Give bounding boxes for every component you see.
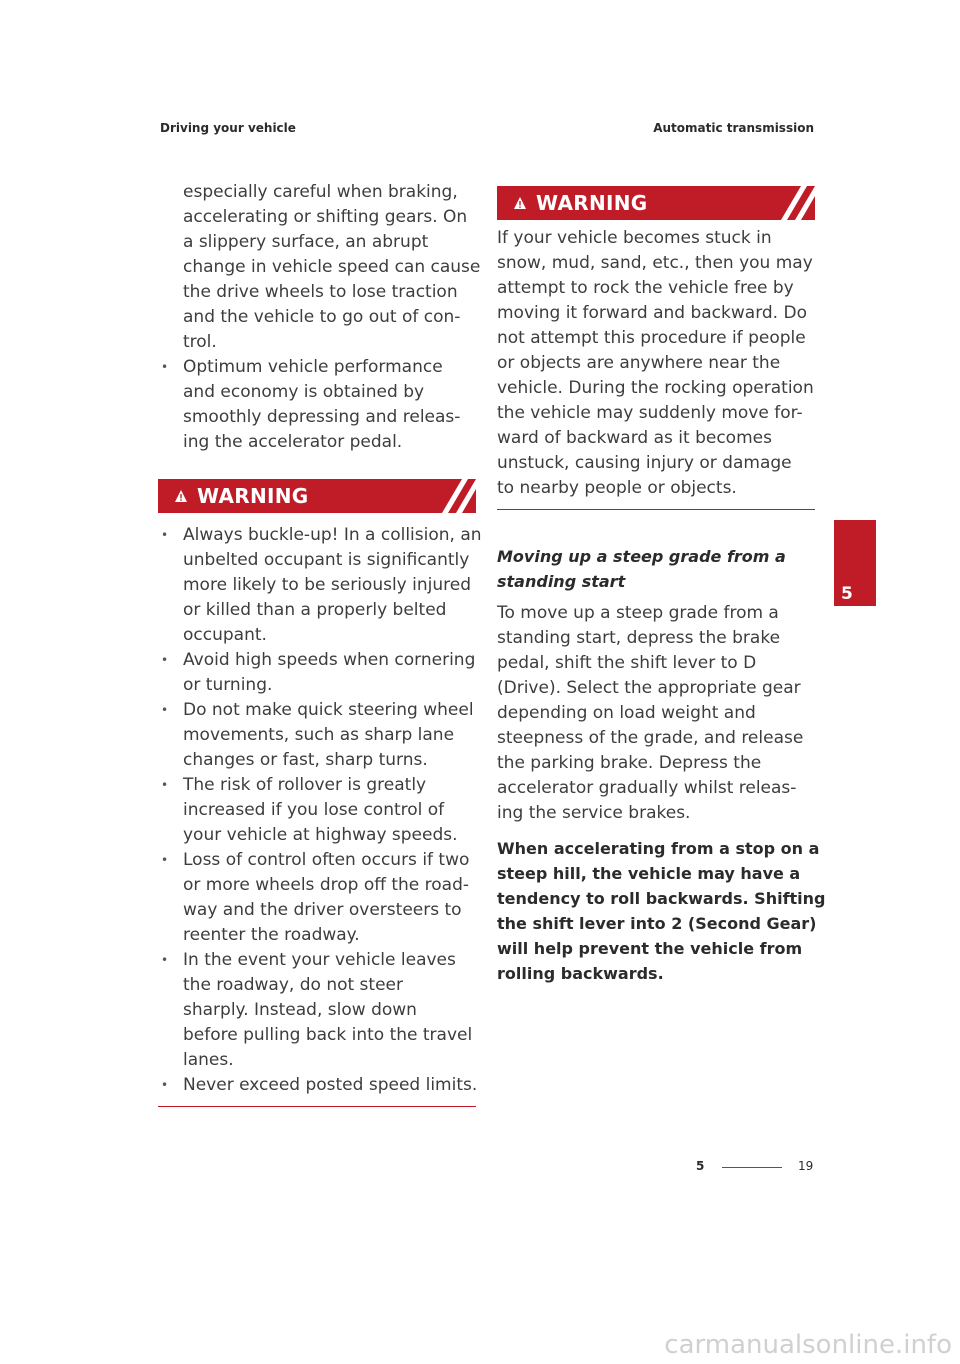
text-line: or turning.: [183, 675, 273, 695]
text-line: or killed than a properly belted: [183, 600, 447, 620]
text-line: your vehicle at highway speeds.: [183, 825, 458, 845]
text-line: moving it forward and backward. Do: [497, 303, 807, 323]
header-chapter-title: Automatic transmission: [653, 121, 814, 135]
text-line: or objects are anywhere near the: [497, 353, 781, 373]
section-subheading: [497, 544, 815, 594]
text-line: occupant.: [183, 625, 267, 645]
text-line: will help prevent the vehicle from: [497, 939, 803, 958]
text-line: and economy is obtained by: [183, 382, 425, 402]
subheading-line: standing start: [497, 572, 626, 591]
text-line: steep hill, the vehicle may have a: [497, 864, 801, 883]
warning-end-rule: [158, 1106, 476, 1107]
text-line: • Never exceed posted speed limits.: [158, 1073, 476, 1098]
text-line: attempt to rock the vehicle free by: [497, 278, 794, 298]
text-line: To move up a steep grade from a: [497, 603, 779, 623]
footer-section-number: 5: [696, 1159, 705, 1173]
text-line: • Loss of control often occurs if two: [158, 848, 476, 873]
warning-triangle-icon: [513, 196, 527, 210]
text-line: (Drive). Select the appropriate gear: [497, 678, 801, 698]
text-line: ward of backward as it becomes: [497, 428, 772, 448]
watermark-text: carmanualsonline.info: [664, 1330, 952, 1360]
text-line: • Always buckle-up! In a collision, an: [158, 523, 476, 548]
bold-note: [497, 836, 826, 986]
text-line: pedal, shift the shift lever to D: [497, 653, 757, 673]
body-paragraph: [497, 601, 815, 826]
text-line: the shift lever into 2 (Second Gear): [497, 914, 817, 933]
text-line: accelerating or shifting gears. On: [183, 207, 468, 227]
text-line: sharply. Instead, slow down: [183, 1000, 417, 1020]
text-line: the drive wheels to lose traction: [183, 282, 458, 302]
text-line: ing the service brakes.: [497, 803, 691, 823]
header-section-title: Driving your vehicle: [160, 121, 296, 135]
text-line: snow, mud, sand, etc., then you may: [497, 253, 813, 273]
text-line: unbelted occupant is significantly: [183, 550, 470, 570]
text-line: • In the event your vehicle leaves: [158, 948, 476, 973]
warning-triangle-icon: [174, 489, 188, 503]
subheading-line: Moving up a steep grade from a: [497, 547, 786, 566]
text-line: accelerator gradually whilst releas-: [497, 778, 797, 798]
text-line: especially careful when braking,: [183, 182, 458, 202]
intro-paragraph: [158, 180, 481, 355]
text-line: and the vehicle to go out of con-: [183, 307, 461, 327]
right-column: [497, 180, 826, 986]
warning-slash-decoration: [434, 479, 476, 513]
text-line: the parking brake. Depress the: [497, 753, 762, 773]
text-line: the vehicle may suddenly move for-: [497, 403, 803, 423]
text-line: steepness of the grade, and release: [497, 728, 804, 748]
warning-bullet-list: [158, 523, 482, 1098]
footer-page-number: 19: [798, 1159, 814, 1173]
text-line: If your vehicle becomes stuck in: [497, 228, 772, 248]
text-line: movements, such as sharp lane: [183, 725, 455, 745]
text-line: • Do not make quick steering wheel: [158, 698, 476, 723]
text-line: rolling backwards.: [497, 964, 664, 983]
text-line: not attempt this procedure if people: [497, 328, 806, 348]
text-line: trol.: [183, 332, 217, 352]
footer-divider: [722, 1167, 782, 1168]
warning-title: WARNING: [197, 484, 309, 508]
text-line: a slippery surface, an abrupt: [183, 232, 429, 252]
text-line: • The risk of rollover is greatly: [158, 773, 476, 798]
text-line: reenter the roadway.: [183, 925, 360, 945]
warning-banner: [158, 479, 476, 513]
text-line: • Avoid high speeds when cornering: [158, 648, 476, 673]
text-line: the roadway, do not steer: [183, 975, 403, 995]
text-line: When accelerating from a stop on a: [497, 839, 820, 858]
warning-title: WARNING: [536, 191, 648, 215]
text-line: to nearby people or objects.: [497, 478, 737, 498]
text-line: tendency to roll backwards. Shifting: [497, 889, 826, 908]
text-line: unstuck, causing injury or damage: [497, 453, 792, 473]
text-line: standing start, depress the brake: [497, 628, 781, 648]
left-column: [158, 180, 482, 1107]
text-line: vehicle. During the rocking operation: [497, 378, 814, 398]
text-line: smoothly depressing and releas-: [183, 407, 461, 427]
text-line: change in vehicle speed can cause: [183, 257, 481, 277]
text-line: lanes.: [183, 1050, 234, 1070]
warning-banner: [497, 186, 815, 220]
text-line: before pulling back into the travel: [183, 1025, 473, 1045]
warning-slash-decoration: [773, 186, 815, 220]
text-line: • Optimum vehicle performance: [158, 355, 476, 380]
text-line: way and the driver oversteers to: [183, 900, 462, 920]
text-line: ing the accelerator pedal.: [183, 432, 403, 452]
warning-paragraph: [497, 226, 815, 501]
chapter-tab-number: 5: [841, 584, 853, 604]
text-line: more likely to be seriously injured: [183, 575, 472, 595]
text-line: depending on load weight and: [497, 703, 756, 723]
text-line: changes or fast, sharp turns.: [183, 750, 428, 770]
text-line: increased if you lose control of: [183, 800, 445, 820]
bullet-item-optimum: [158, 355, 476, 455]
text-line: or more wheels drop off the road-: [183, 875, 469, 895]
